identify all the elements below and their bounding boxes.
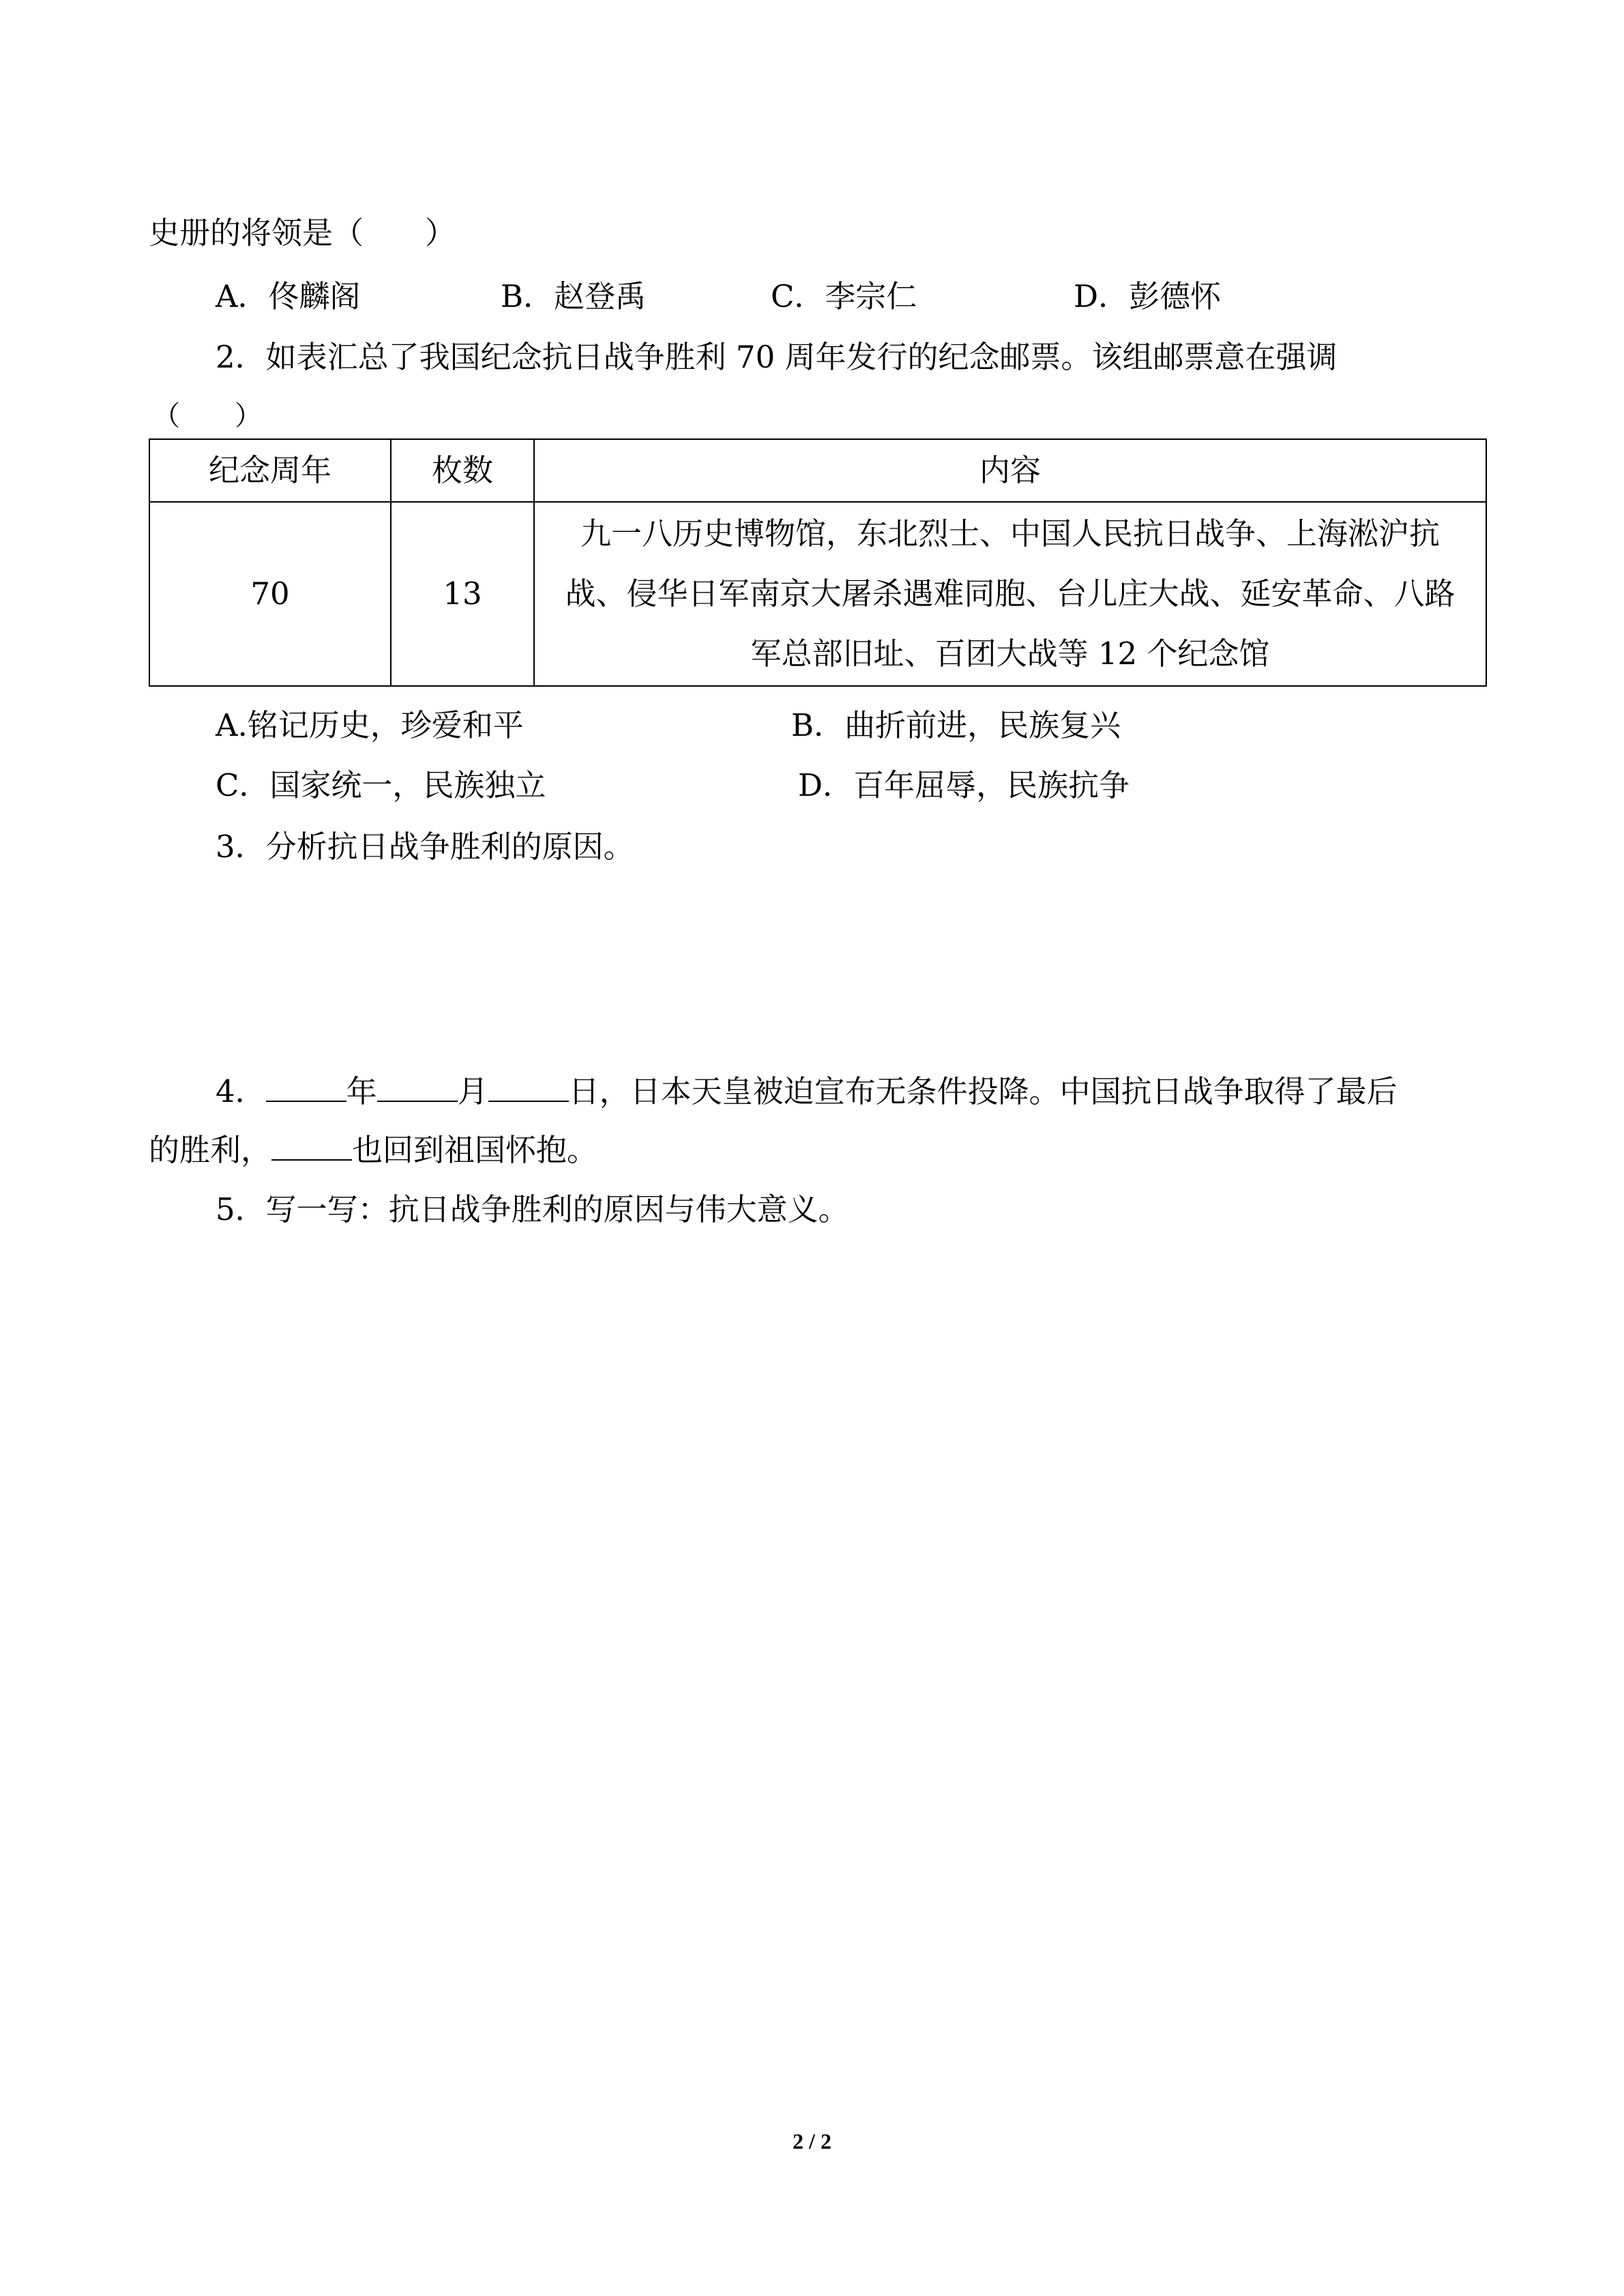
q4-day-text: 日，日本天皇被迫宣布无条件投降。中国抗日战争取得了最后 (568, 1073, 1398, 1109)
stamp-table-row (149, 502, 1486, 686)
q2-option-d: D．百年屈辱，民族抗争 (798, 767, 1130, 803)
q2-stem: 2．如表汇总了我国纪念抗日战争胜利 70 周年发行的纪念邮票。该组邮票意在强调 (216, 339, 1338, 375)
page-number: 2 / 2 (793, 2129, 831, 2153)
q2-option-c: C．国家统一，民族独立 (216, 767, 546, 803)
stamp-table (149, 438, 1487, 687)
q4-line2-prefix: 的胜利， (149, 1132, 272, 1168)
q3-stem: 3．分析抗日战争胜利的原因。 (216, 829, 634, 865)
stamp-table-header-row (149, 439, 1486, 502)
q4-month-label: 月 (457, 1073, 488, 1109)
q1-option-a: A．佟麟阁 (216, 278, 361, 314)
header-content: 内容 (534, 439, 1486, 502)
q2-option-a: A.铭记历史，珍爱和平 (216, 707, 524, 743)
content-line-3: 军总部旧址、百团大战等 12 个纪念馆 (750, 636, 1270, 672)
cell-count: 13 (391, 502, 534, 686)
q4-blank-month[interactable] (377, 1071, 458, 1102)
q4-blank-day[interactable] (488, 1071, 569, 1102)
q4-line-1 (216, 1071, 1398, 1112)
q1-option-d: D．彭德怀 (1074, 278, 1222, 314)
content-line-1: 九一八历史博物馆，东北烈士、中国人民抗日战争、上海淞沪抗 (580, 516, 1440, 552)
q4-line-2 (149, 1129, 597, 1171)
q1-stem-tail: 史册的将领是（ ） (149, 215, 456, 251)
content-line-2: 战、侵华日军南京大屠杀遇难同胞、台儿庄大战、延安革命、八路 (565, 576, 1456, 612)
cell-anniversary: 70 (149, 502, 391, 686)
q4-blank-region[interactable] (271, 1129, 352, 1161)
q5-stem: 5．写一写：抗日战争胜利的原因与伟大意义。 (216, 1191, 849, 1227)
cell-content (534, 502, 1486, 686)
header-anniversary: 纪念周年 (149, 439, 391, 502)
q4-line2-suffix: 也回到祖国怀抱。 (352, 1132, 598, 1168)
header-count: 枚数 (391, 439, 534, 502)
q2-answer-paren: （ ） (153, 400, 262, 432)
q4-blank-year[interactable] (266, 1071, 346, 1102)
q4-prefix: 4． (216, 1073, 266, 1109)
q2-option-b: B．曲折前进，民族复兴 (791, 707, 1121, 743)
q1-option-c: C．李宗仁 (771, 278, 917, 314)
q1-option-b: B．赵登禹 (501, 278, 647, 314)
q4-year-label: 年 (346, 1073, 377, 1109)
